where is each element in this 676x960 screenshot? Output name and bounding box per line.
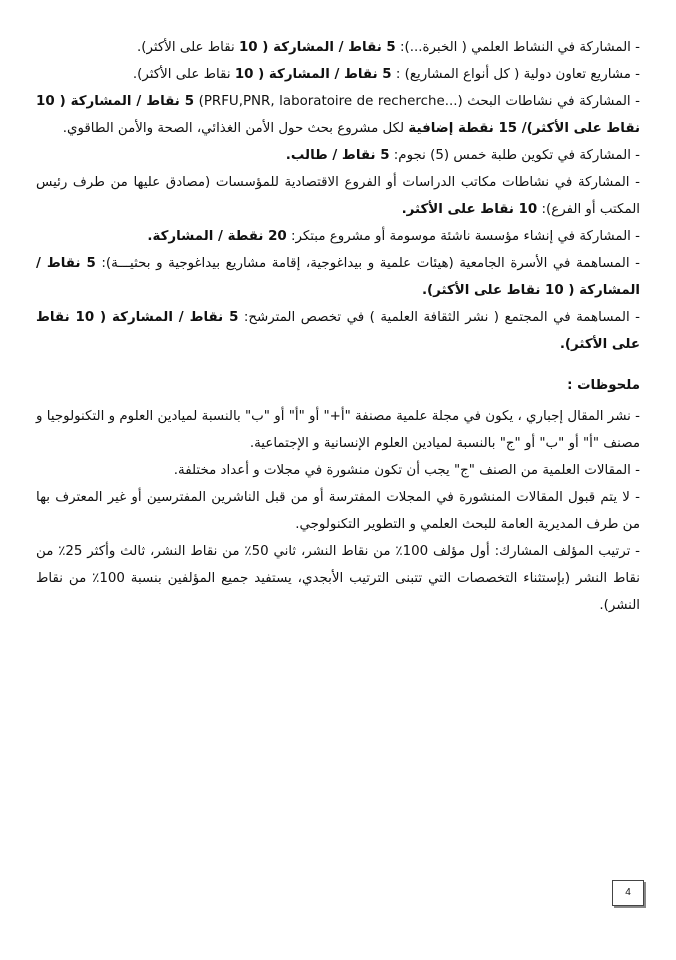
note-paragraph-1: [36, 403, 640, 457]
criterion-paragraph-3-segment: 5 نقاط / المشاركة ( 10 نقاط على الأكثر)/ 15 نقطة إضافية: [36, 94, 640, 136]
criterion-paragraph-3-segment: لكل مشروع بحث حول الأمن الغذائي، الصحة والأمن الطاقوي.: [62, 121, 409, 136]
criteria-list: [36, 34, 640, 358]
criterion-paragraph-5-segment: 10 نقاط على الأكثر.: [401, 202, 538, 217]
criterion-paragraph-8: [36, 304, 640, 358]
page-content: [36, 34, 640, 619]
criterion-paragraph-6: [36, 223, 640, 250]
note-paragraph-4: [36, 538, 640, 619]
criterion-paragraph-2-segment: - مشاريع تعاون دولية ( كل أنواع المشاريع) :: [391, 67, 640, 82]
criterion-paragraph-4-segment: 5 نقاط / طالب.: [285, 148, 390, 163]
criterion-paragraph-7-segment: 5 نقاط / المشاركة ( 10 نقاط على الأكثر).: [36, 256, 640, 298]
criterion-paragraph-2: [36, 61, 640, 88]
note-paragraph-2: [36, 457, 640, 484]
page-number: 4: [612, 880, 644, 906]
criterion-paragraph-7-segment: - المساهمة في الأسرة الجامعية (هيئات علمية و بيداغوجية، إقامة مشاريع بيداغوجية و بحثيـــة):: [95, 256, 640, 271]
criterion-paragraph-6-segment: 20 نقطة / المشاركة.: [147, 229, 287, 244]
criterion-paragraph-1-segment: - المشاركة في النشاط العلمي ( الخبرة...):: [395, 40, 640, 55]
criterion-paragraph-1-segment: 5 نقاط / المشاركة ( 10: [238, 40, 396, 55]
criterion-paragraph-2-segment: نقاط على الأكثر).: [132, 67, 235, 82]
criterion-paragraph-3: [36, 88, 640, 142]
notes-heading: ملحوظات :: [567, 378, 640, 393]
criterion-paragraph-5: [36, 169, 640, 223]
criterion-paragraph-1: [36, 34, 640, 61]
criterion-paragraph-3-segment: - المشاركة في نشاطات البحث (...PRFU,PNR, laboratoire de recherche): [194, 94, 641, 109]
criterion-paragraph-5-segment: - المشاركة في نشاطات مكاتب الدراسات أو الفروع الاقتصادية للمؤسسات (مصادق عليها من طرف رئيس المكتب أو الفرع):: [36, 175, 640, 217]
criterion-paragraph-4-segment: - المشاركة في تكوين طلبة خمس (5) نجوم:: [389, 148, 640, 163]
criterion-paragraph-7: [36, 250, 640, 304]
note-paragraph-1-segment: - نشر المقال إجباري ، يكون في مجلة علمية مصنفة "أ+" أو "أ" أو "ب" بالنسبة لميادين العلوم و التكنولوجيا و مصنف "أ" أو "ب" أو "ج" بالنسبة لميادين العلوم الإنسانية و الإجتماعية.: [36, 409, 640, 451]
note-paragraph-3: [36, 484, 640, 538]
note-paragraph-4-segment: - ترتيب المؤلف المشارك: أول مؤلف 100٪ من نقاط النشر، ثاني 50٪ من نقاط النشر، ثالث وأكثر 25٪ من نقاط النشر (بإستثناء التخصصات التي تتبنى الترتيب الأبجدي، يستفيد جميع المؤلفين بنسبة 100٪ من نقاط النشر).: [36, 544, 640, 613]
note-paragraph-2-segment: - المقالات العلمية من الصنف "ج" يجب أن تكون منشورة في مجلات و أعداد مختلفة.: [173, 463, 640, 478]
criterion-paragraph-8-segment: - المساهمة في المجتمع ( نشر الثقافة العلمية ) في تخصص المترشح:: [238, 310, 640, 325]
note-paragraph-3-segment: - لا يتم قبول المقالات المنشورة في المجلات المفترسة أو من قبل الناشرين المفترسين أو غير المعترف بها من طرف المديرية العامة للبحث العلمي و التطوير التكنولوجي.: [36, 490, 640, 532]
criterion-paragraph-2-segment: 5 نقاط / المشاركة ( 10: [234, 67, 392, 82]
criterion-paragraph-4: [36, 142, 640, 169]
notes-list: [36, 403, 640, 619]
criterion-paragraph-8-segment: 5 نقاط / المشاركة ( 10 نقاط على الأكثر).: [36, 310, 640, 352]
criterion-paragraph-6-segment: - المشاركة في إنشاء مؤسسة ناشئة موسومة أو مشروع مبتكر:: [286, 229, 640, 244]
criterion-paragraph-1-segment: نقاط على الأكثر).: [137, 40, 239, 55]
